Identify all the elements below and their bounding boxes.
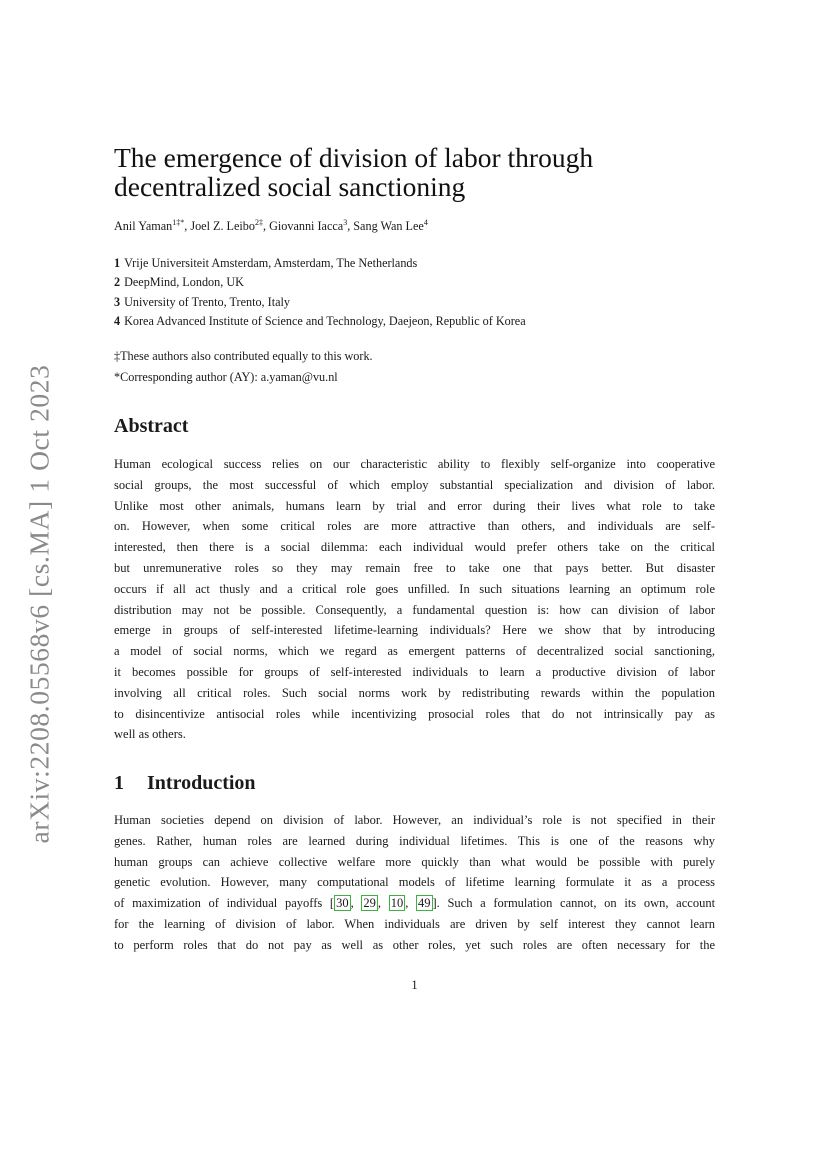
arxiv-id-text: arXiv:2208.05568v6 [cs.MA] 1 Oct 2023 [23, 364, 55, 844]
text-line: social groups, the most successful of which employ substantial specialization and division of labor. [114, 477, 715, 492]
author-name: Joel Z. Leibo [190, 219, 255, 233]
author-name: Anil Yaman [114, 219, 173, 233]
text-fragment: of maximization of individual payoffs [ [114, 896, 335, 911]
introduction-heading [114, 771, 256, 795]
citation-link[interactable]: 30 [336, 896, 349, 911]
author-name: Sang Wan Lee [353, 219, 424, 233]
author-notes [114, 347, 373, 389]
affiliation-item [114, 293, 526, 312]
equal-contribution-note: ‡These authors also contributed equally to this work. [114, 349, 373, 363]
text-line: to disincentivize antisocial roles while incentivizing prosocial roles that do not intrinsically pay as [114, 706, 715, 721]
text-line: it becomes possible for groups of self-interested individuals to learn a productive division of labor [114, 664, 715, 679]
citation-link[interactable]: 49 [418, 896, 431, 911]
text-line: for the learning of division of labor. When individuals are driven by self interest they cannot learn [114, 916, 715, 931]
citation-link[interactable]: 10 [390, 896, 404, 911]
abstract-heading: Abstract [114, 415, 189, 437]
introduction-body [114, 810, 715, 956]
author-affil-sup: 2‡ [254, 218, 263, 227]
affiliation-list [114, 254, 526, 331]
text-line: involving all critical roles. Such social norms work by redistributing rewards within the population [114, 685, 715, 700]
section-number: 1 [114, 772, 124, 794]
affiliation-number: 1 [114, 256, 121, 270]
text-line: a model of social norms, which we regard as emergent patterns of decentralized social sanctioning, [114, 644, 715, 659]
text-line: human groups can achieve collective welfare more quickly than what would be possible with purely [114, 854, 715, 869]
author-affil-sup: 4 [423, 218, 428, 227]
affiliation-item [114, 312, 526, 331]
text-line: genes. Rather, human roles are learned during individual lifetimes. This is one of the reasons why [114, 833, 715, 848]
abstract-body [114, 454, 715, 745]
author-list: Anil Yaman$^{1\ddagger*}$, Joel Z. Leibo$^{2\ddagger}$, Giovanni Iacca$^3$, Sang Wan Lee$^4$ [114, 218, 428, 233]
affiliation-text: DeepMind, London, UK [124, 275, 244, 290]
paper-title: The emergence of division of labor through decentralized social sanctioning [114, 142, 594, 202]
text-line-with-citations: of maximization of individual payoffs [ 30 , 29 , 10 , 49 ]. Such a formulation cannot, on its own, account [114, 896, 716, 911]
text-line: to perform roles that do not pay as well as other roles, yet such roles are often necessary for the [114, 937, 715, 952]
text-line: Human societies depend on division of labor. However, an individual’s role is not specified in their [114, 813, 715, 827]
affiliation-item [114, 254, 526, 273]
text-line: Human ecological success relies on our characteristic ability to flexibly self-organize into cooperative [114, 457, 715, 471]
author-affil-sup: 1‡* [172, 218, 185, 227]
citation-link[interactable]: 29 [363, 896, 376, 911]
text-line: distribution may not be possible. Consequently, a fundamental question is: how can division of labor [114, 602, 715, 617]
section-title: Introduction [147, 772, 256, 794]
text-line: genetic evolution. However, many computational models of lifetime learning formulate it as a process [114, 875, 715, 890]
arxiv-identifier-stamp [14, 365, 64, 843]
author-name: Giovanni Iacca [269, 219, 344, 233]
text-line: interested, then there is a social dilemma: each individual would prefer others take on the critical [114, 540, 715, 555]
text-line: well as others. [114, 727, 186, 742]
text-line: emerge in groups of self-interested lifetime-learning individuals? Here we show that by introducing [114, 623, 715, 638]
text-line: on. However, when some critical roles are more attractive than others, and individuals are self- [114, 519, 715, 534]
affiliation-text: University of Trento, Trento, Italy [124, 294, 290, 309]
affiliation-item [114, 273, 526, 292]
affiliation-number: 4 [114, 313, 121, 328]
text-line: but unremunerative roles so they may remain free to take one that pays better. But disaster [114, 560, 715, 575]
affiliation-number: 2 [114, 275, 121, 290]
affiliation-text: Vrije Universiteit Amsterdam, Amsterdam, The Netherlands [124, 256, 418, 270]
affiliation-text: Korea Advanced Institute of Science and Technology, Daejeon, Republic of Korea [124, 313, 526, 328]
text-line: occurs if all act thusly and a critical role goes unfilled. In such situations learning an optimum role [114, 581, 715, 596]
author-affil-sup: 3 [343, 218, 348, 227]
text-line: Unlike most other animals, humans learn by trial and error during their lives what role to take [114, 498, 715, 513]
affiliation-number: 3 [114, 294, 121, 309]
corresponding-author-note: *Corresponding author (AY): a.yaman@vu.nl [114, 370, 338, 384]
page-number: 1 [411, 978, 418, 992]
text-fragment: ]. Such a formulation cannot, on its own, account [432, 896, 716, 911]
